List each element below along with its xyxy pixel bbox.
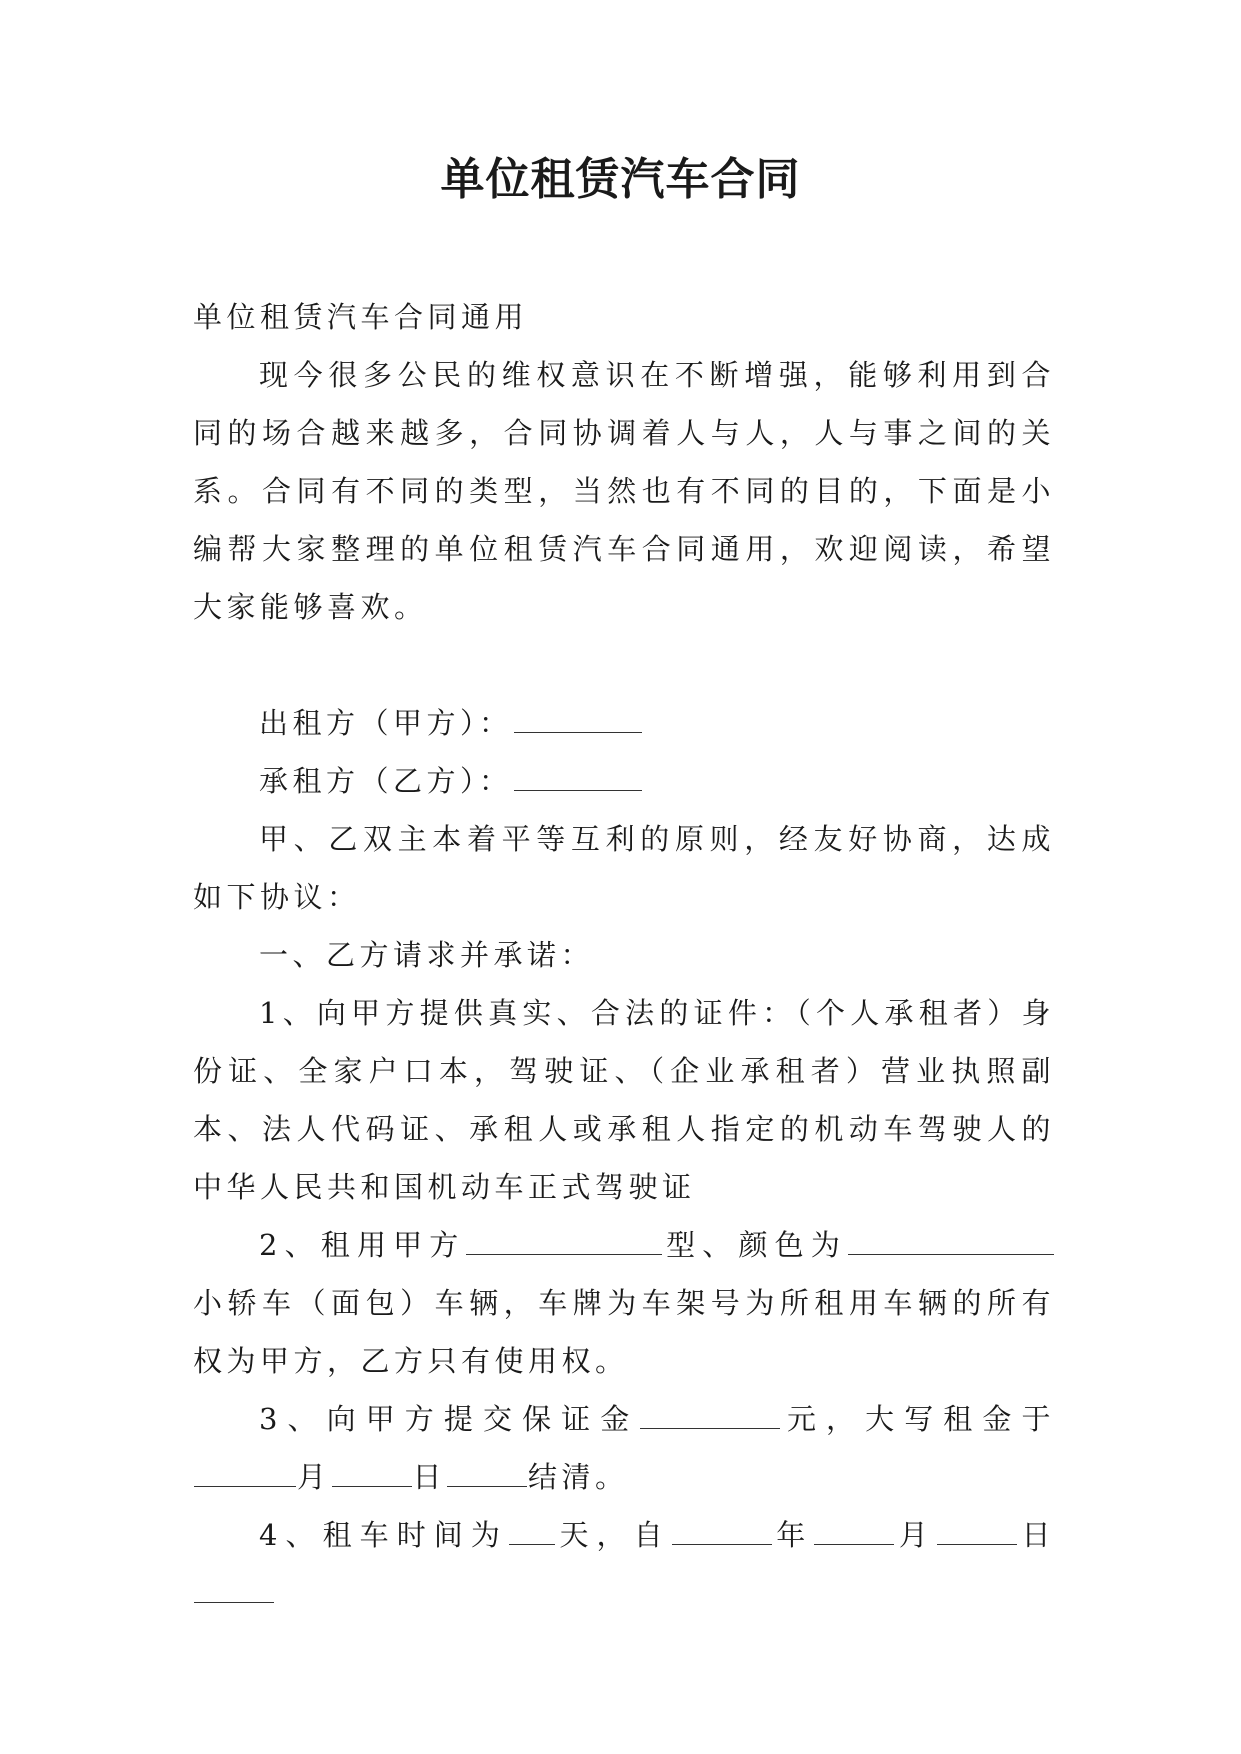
vehicle-model-blank	[466, 1226, 662, 1255]
intro-paragraph: 现今很多公民的维权意识在不断增强，能够利用到合同的场合越来越多，合同协调着人与人，人与事之间的关系。合同有不同的类型，当然也有不同的目的，下面是小编帮大家整理的单位租赁汽车合同通用，欢迎阅读，希望大家能够喜欢。	[193, 358, 1055, 624]
section-1-heading: 一、乙方请求并承诺：	[259, 938, 595, 972]
vehicle-color-blank	[848, 1226, 1054, 1255]
start-day-blank	[937, 1516, 1017, 1545]
item-3-text-e: 结清。	[528, 1460, 629, 1494]
item-4-text-e: 日	[1017, 1518, 1055, 1552]
start-month-blank	[814, 1516, 894, 1545]
paragraph-spacer	[193, 636, 1055, 694]
document-title: 单位租赁汽车合同	[440, 154, 801, 205]
item-3-text-b: 元，大写租金于	[781, 1402, 1055, 1436]
item-2-text-b: 型、颜色为	[663, 1228, 847, 1262]
document-body	[193, 288, 1055, 1622]
lessee-blank	[514, 762, 642, 791]
document-subtitle: 单位租赁汽车合同通用	[193, 300, 529, 334]
item-3-text-a: 3、向甲方提交保证金	[259, 1402, 640, 1436]
item-3-paragraph	[193, 1390, 1055, 1506]
end-blank	[194, 1574, 274, 1603]
deposit-blank	[640, 1400, 780, 1429]
lessee-label: 承租方（乙方）：	[259, 764, 513, 798]
lessee-line	[193, 752, 1055, 810]
item-2-paragraph	[193, 1216, 1055, 1390]
start-year-blank	[672, 1516, 772, 1545]
lessor-blank	[514, 704, 642, 733]
item-4-text-c: 年	[772, 1518, 814, 1552]
payment-day-blank	[332, 1458, 412, 1487]
item-2-text-c: 小轿车（面包）车辆，车牌为车架号为所租用车辆的所有权为甲方，乙方只有使用权。	[193, 1286, 1055, 1378]
item-4-text-b: 天，自	[555, 1518, 671, 1552]
item-4-text-a: 4、租车时间为	[259, 1518, 508, 1552]
rent-blank	[194, 1458, 296, 1487]
lessor-line	[193, 694, 1055, 752]
item-3-text-c: 月	[297, 1460, 331, 1494]
rental-days-blank	[509, 1516, 555, 1545]
item-3-text-d: 日	[412, 1460, 447, 1494]
item-4-paragraph	[193, 1506, 1055, 1622]
payment-extra-blank	[447, 1458, 527, 1487]
agreement-paragraph: 甲、乙双主本着平等互利的原则，经友好协商，达成如下协议：	[193, 822, 1055, 914]
item-1-paragraph: 1、向甲方提供真实、合法的证件：（个人承租者）身份证、全家户口本，驾驶证、（企业承租者）营业执照副本、法人代码证、承租人或承租人指定的机动车驾驶人的中华人民共和国机动车正式驾驶证	[193, 996, 1055, 1204]
item-4-text-d: 月	[895, 1518, 936, 1552]
item-2-text-a: 2、租用甲方	[259, 1228, 466, 1262]
lessor-label: 出租方（甲方）：	[259, 706, 513, 740]
